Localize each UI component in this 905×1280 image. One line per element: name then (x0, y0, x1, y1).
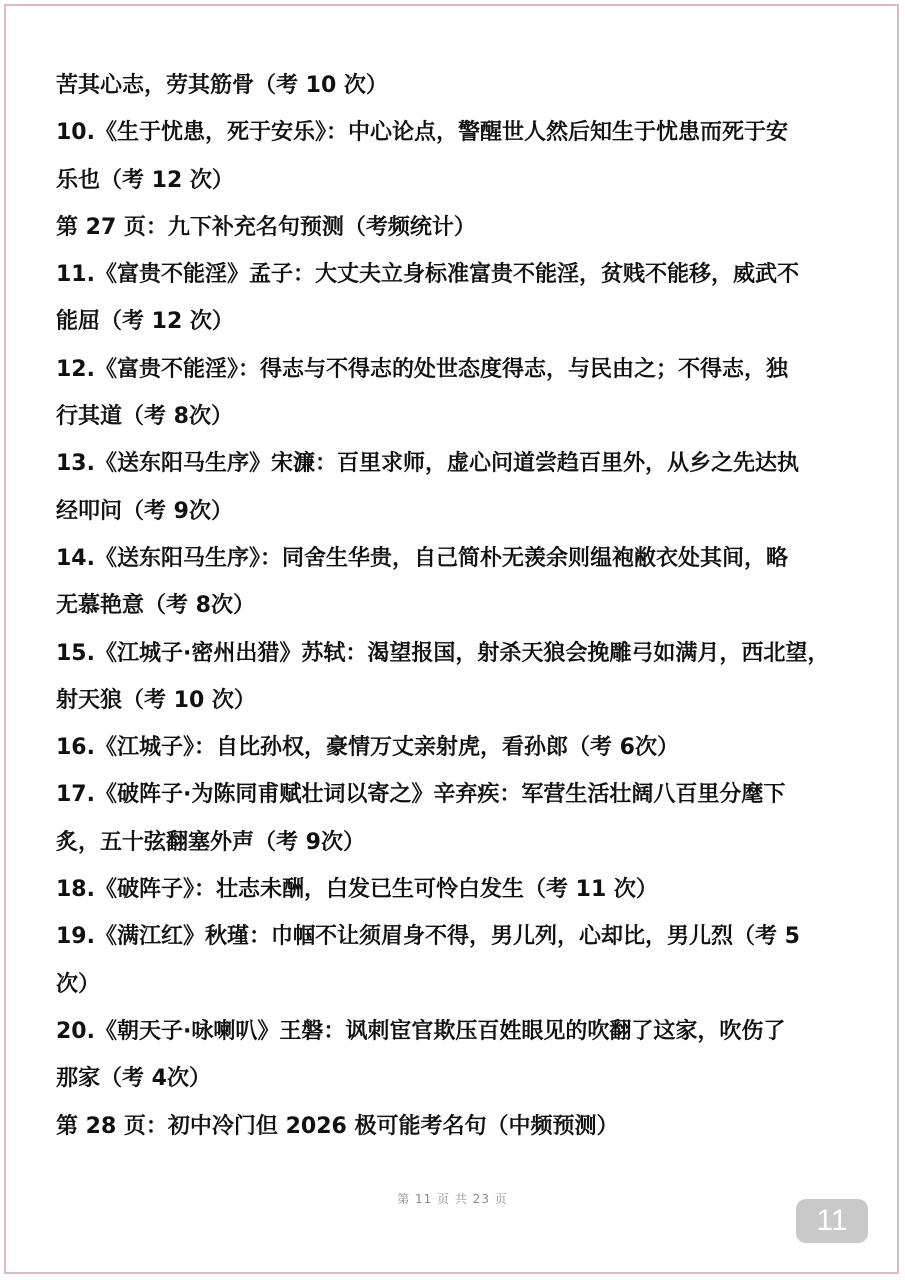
section-heading: 第 28 页：初中冷门但 2026 极可能考名句（中频预测） (56, 1113, 619, 1139)
page-footer: 第 11 页 共 23 页 (397, 1192, 508, 1206)
text-line: 次） (56, 971, 101, 997)
text-line: 15.《江城子·密州出猎》苏轼：渴望报国，射杀天狼会挽雕弓如满月，西北望， (56, 640, 830, 666)
text-line: 经叩问（考 9次） (56, 498, 233, 524)
text-line: 无慕艳意（考 8次） (56, 593, 255, 619)
text-line: 射天狼（考 10 次） (56, 687, 256, 713)
text-line: 炙，五十弦翻塞外声（考 9次） (56, 829, 365, 855)
document-body (56, 62, 856, 1150)
text-line: 16.《江城子》：自比孙权，豪情万丈亲射虎，看孙郎（考 6次） (56, 735, 679, 761)
text-line: 20.《朝天子·咏喇叭》王磐：讽刺宦官欺压百姓眼见的吹翻了这家，吹伤了 (56, 1018, 786, 1044)
text-line: 19.《满江红》秋瑾：巾帼不让须眉身不得，男儿列，心却比，男儿烈（考 5 (56, 924, 800, 950)
text-line: 14.《送东阳马生序》：同舍生华贵，自己简朴无羡余则缊袍敝衣处其间，略 (56, 545, 788, 571)
text-line: 13.《送东阳马生序》宋濂：百里求师，虚心问道尝趋百里外，从乡之先达执 (56, 451, 799, 477)
text-line: 17.《破阵子·为陈同甫赋壮词以寄之》辛弃疾：军营生活壮阔八百里分麾下 (56, 782, 786, 808)
text-line: 行其道（考 8次） (56, 404, 233, 430)
text-line: 10.《生于忧患，死于安乐》：中心论点，警醒世人然后知生于忧患而死于安 (56, 120, 788, 146)
page-number-badge: 11 (796, 1199, 868, 1243)
text-line: 能屈（考 12 次） (56, 309, 234, 335)
text-line: 11.《富贵不能淫》孟子：大丈夫立身标准富贵不能淫，贫贱不能移，威武不 (56, 262, 799, 288)
text-line: 苦其心志，劳其筋骨（考 10 次） (56, 73, 388, 98)
text-line: 那家（考 4次） (56, 1066, 211, 1092)
text-line: 12.《富贵不能淫》：得志与不得志的处世态度得志，与民由之；不得志，独 (56, 356, 788, 382)
text-line: 乐也（考 12 次） (56, 167, 234, 193)
section-heading: 第 27 页：九下补充名句预测（考频统计） (56, 214, 476, 240)
text-line: 18.《破阵子》：壮志未酬，白发已生可怜白发生（考 11 次） (56, 877, 658, 903)
